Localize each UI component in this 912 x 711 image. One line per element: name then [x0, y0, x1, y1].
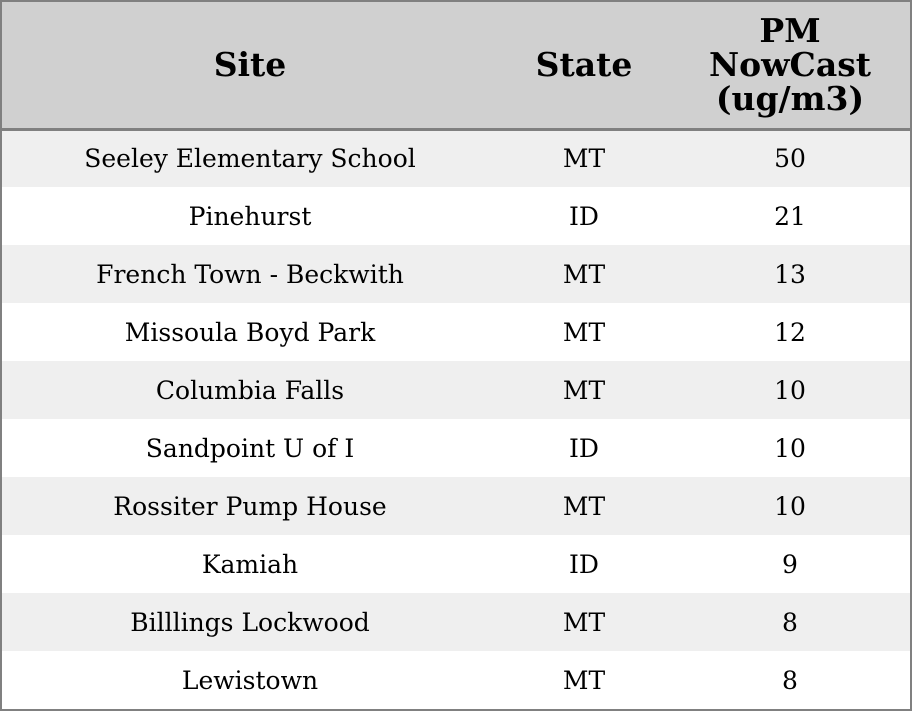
cell-site: Pinehurst	[188, 201, 312, 231]
table-row	[2, 651, 910, 709]
column-header-state: State	[498, 2, 670, 129]
cell-pm-nowcast: 8	[782, 607, 798, 637]
table-row	[2, 303, 910, 361]
table-row	[2, 419, 910, 477]
cell-pm-nowcast: 10	[774, 433, 806, 463]
cell-pm-nowcast: 10	[774, 375, 806, 405]
cell-pm-nowcast: 21	[774, 201, 806, 231]
cell-state: MT	[562, 144, 606, 174]
cell-state: MT	[562, 491, 606, 521]
cell-site: Columbia Falls	[155, 375, 345, 405]
table-row	[2, 187, 910, 245]
cell-state: MT	[562, 665, 606, 695]
table-row	[2, 593, 910, 651]
cell-state: ID	[569, 433, 599, 463]
cell-site: French Town - Beckwith	[96, 259, 404, 289]
cell-pm-nowcast: 50	[774, 144, 806, 174]
cell-pm-nowcast: 9	[782, 549, 798, 579]
cell-state: MT	[562, 317, 606, 347]
table-row	[2, 245, 910, 303]
header-row	[2, 2, 910, 129]
cell-state: ID	[569, 549, 599, 579]
cell-state: MT	[562, 259, 606, 289]
table-row	[2, 535, 910, 593]
cell-pm-nowcast: 12	[774, 317, 806, 347]
cell-pm-nowcast: 13	[774, 259, 806, 289]
column-header-pm-line1: PM	[759, 10, 821, 50]
table-row	[2, 361, 910, 419]
data-table	[2, 2, 910, 709]
column-header-site: Site	[2, 2, 498, 129]
cell-state: MT	[562, 607, 606, 637]
cell-site: Kamiah	[201, 549, 299, 579]
cell-site: Sandpoint U of I	[145, 433, 355, 463]
table-row	[2, 477, 910, 535]
table-row	[2, 129, 910, 187]
cell-pm-nowcast: 10	[774, 491, 806, 521]
cell-site: Missoula Boyd Park	[124, 317, 376, 347]
column-header-pm-line2: NowCast	[708, 44, 872, 84]
column-header-pm-line3: (ug/m3)	[715, 78, 865, 118]
column-header-pm-nowcast	[670, 2, 910, 129]
table-body	[2, 129, 910, 709]
cell-site: Lewistown	[181, 665, 319, 695]
cell-state: MT	[562, 375, 606, 405]
cell-site: Billlings Lockwood	[130, 607, 370, 637]
cell-site: Seeley Elementary School	[84, 144, 416, 174]
table-header	[2, 2, 910, 129]
cell-state: ID	[569, 201, 599, 231]
cell-site: Rossiter Pump House	[113, 491, 387, 521]
cell-pm-nowcast: 8	[782, 665, 798, 695]
